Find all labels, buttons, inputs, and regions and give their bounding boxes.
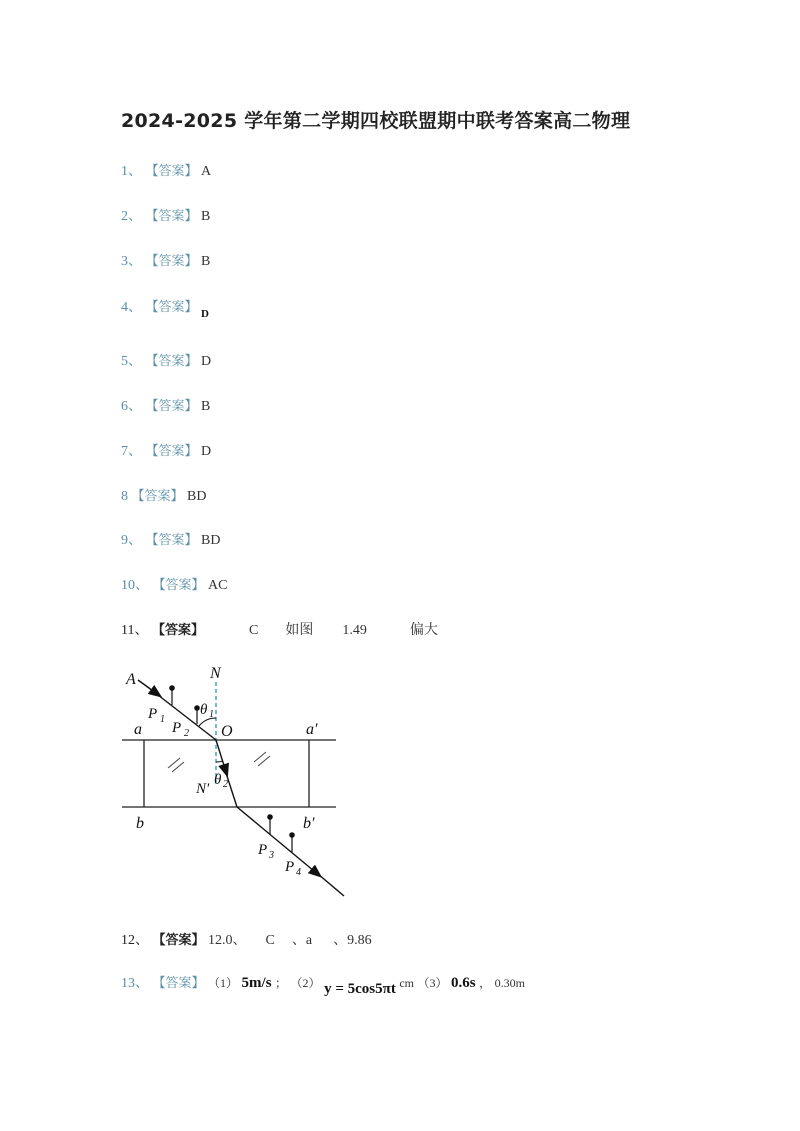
question-number: 1、: [121, 164, 142, 179]
answer-part-3: 0.6s: [451, 975, 476, 991]
label-theta2-sub: 2: [223, 779, 228, 790]
label-a-prime: a′: [306, 721, 318, 738]
answer-tag: 【答案】: [145, 354, 198, 369]
answer-part-4: 、9.86: [333, 933, 372, 948]
answer-tag: 【答案】: [145, 300, 198, 315]
label-P2-sub: 2: [184, 728, 189, 739]
part-3-label: （3）: [417, 976, 448, 990]
answer-row-9: [121, 529, 220, 549]
refraction-diagram: [120, 658, 360, 903]
answer-part-1: 5m/s: [241, 975, 272, 991]
separator: ，: [479, 976, 492, 990]
label-P1-sub: 1: [160, 714, 165, 725]
answer-tag: 【答案】: [145, 399, 198, 414]
answer-part-4: 0.30m: [494, 976, 525, 990]
answer-row-3: [121, 250, 210, 270]
question-number: 12、: [121, 933, 149, 948]
answer-row-10: [121, 574, 227, 594]
pin-p3: [267, 814, 273, 834]
answer-row-7: [121, 440, 211, 460]
answer-part-3: 1.49: [342, 623, 367, 638]
answer-part-3: 、a: [291, 933, 313, 948]
answer-row-5: [121, 350, 211, 370]
question-number: 9、: [121, 533, 142, 548]
page-title: 2024-2025 学年第二学期四校联盟期中联考答案高二物理: [121, 110, 631, 132]
question-number: 2、: [121, 209, 142, 224]
question-number: 8: [121, 489, 128, 504]
answer-tag: 【答案】: [145, 209, 198, 224]
label-N: N: [210, 665, 221, 682]
answer-value: AC: [208, 578, 228, 593]
answer-tag: 【答案】: [151, 623, 204, 638]
answer-part-2: C: [265, 933, 275, 948]
answer-value: B: [201, 254, 211, 269]
answer-row-2: [121, 205, 210, 225]
answer-row-4: [121, 296, 209, 320]
question-number: 10、: [121, 578, 149, 593]
label-b: b: [136, 815, 144, 832]
answer-part-1: C: [249, 623, 259, 638]
question-number: 7、: [121, 444, 142, 459]
label-b-prime: b′: [303, 815, 315, 832]
answer-tag: 【答案】: [145, 533, 198, 548]
pin-p4: [289, 832, 295, 852]
part-1-label: （1）: [208, 976, 239, 990]
label-P1: P: [148, 706, 158, 722]
refracted-ray: [216, 740, 227, 775]
answer-row-13: [121, 972, 525, 997]
answer-tag: 【答案】: [131, 489, 184, 504]
label-O: O: [221, 723, 233, 740]
answer-row-1: [121, 160, 211, 180]
answer-part-2: y = 5cos5πt: [324, 981, 396, 997]
pin-p2: [194, 705, 200, 724]
label-A: A: [126, 671, 136, 688]
question-number: 3、: [121, 254, 142, 269]
question-number: 13、: [121, 976, 149, 991]
answer-value: D: [201, 444, 212, 459]
question-number: 11、: [121, 623, 149, 638]
pin-p1: [169, 685, 175, 705]
label-P3: P: [258, 842, 268, 858]
emergent-ray-cont: [318, 874, 344, 896]
question-number: 4、: [121, 300, 142, 315]
answer-tag: 【答案】: [152, 933, 205, 948]
label-P4: P: [285, 859, 295, 875]
question-number: 6、: [121, 399, 142, 414]
label-P4-sub: 4: [296, 867, 301, 878]
label-N-prime: N′: [196, 781, 210, 797]
answer-part-2-unit: cm: [399, 976, 414, 990]
answer-row-8: [121, 485, 206, 505]
answer-row-11: [121, 619, 438, 639]
answer-value: A: [201, 164, 212, 179]
answer-value: D: [201, 354, 212, 369]
answer-value: B: [201, 209, 211, 224]
answer-tag: 【答案】: [145, 164, 198, 179]
answer-tag: 【答案】: [152, 976, 205, 991]
answer-tag: 【答案】: [145, 444, 198, 459]
label-P3-sub: 3: [269, 850, 274, 861]
angle-arc-theta2: [216, 761, 223, 762]
incident-ray: [138, 680, 160, 696]
answer-row-6: [121, 395, 210, 415]
label-theta1-sub: 1: [209, 709, 214, 720]
answer-tag: 【答案】: [152, 578, 205, 593]
separator: ；: [275, 976, 288, 990]
label-a: a: [134, 721, 142, 738]
question-number: 5、: [121, 354, 142, 369]
part-2-label: （2）: [290, 976, 321, 990]
answer-row-12: [121, 929, 372, 949]
label-P2: P: [172, 720, 182, 736]
answer-value: D: [201, 308, 209, 320]
label-theta2: θ: [214, 772, 222, 788]
answer-part-1: 12.0、: [208, 933, 247, 948]
answer-value: BD: [187, 489, 207, 504]
answer-value: BD: [201, 533, 221, 548]
answer-value: B: [201, 399, 211, 414]
label-theta1: θ: [200, 702, 208, 718]
answer-tag: 【答案】: [145, 254, 198, 269]
answer-part-4: 偏大: [409, 623, 438, 638]
answer-part-2: 如图: [285, 623, 314, 638]
